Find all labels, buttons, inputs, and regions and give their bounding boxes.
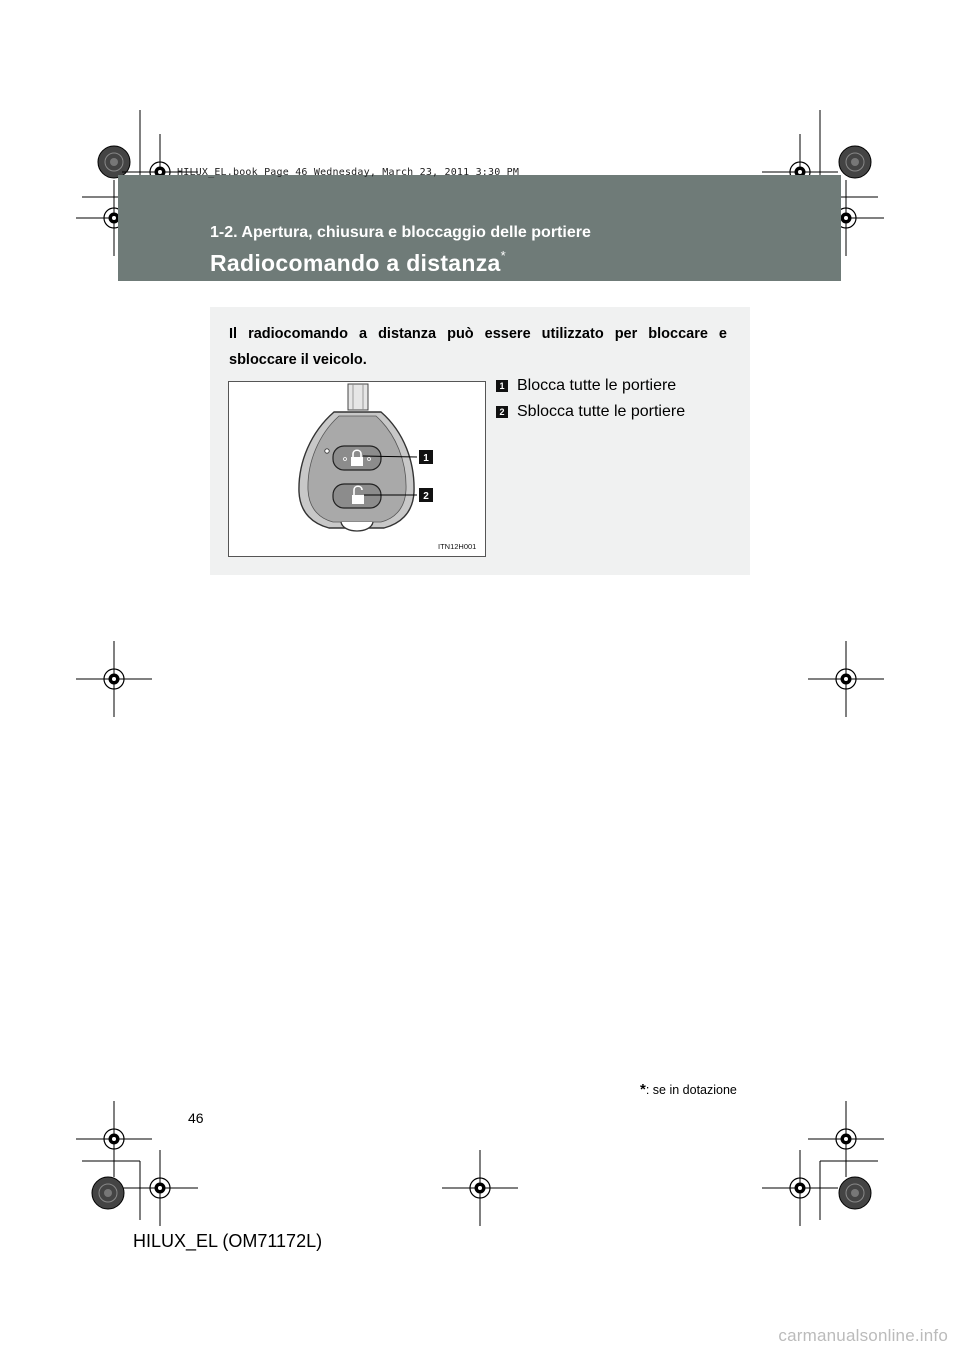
figure-code: ITN12H001 <box>438 542 477 551</box>
document-footer: HILUX_EL (OM71172L) <box>133 1231 323 1251</box>
footnote-asterisk: * <box>640 1081 646 1098</box>
legend-number-2: 2 <box>496 406 508 418</box>
legend-text-1: Blocca tutte le portiere <box>517 377 677 394</box>
title-asterisk: * <box>500 248 506 263</box>
callout-1: 1 <box>423 453 429 464</box>
page-title <box>210 250 506 277</box>
legend-text-2: Sblocca tutte le portiere <box>517 403 686 420</box>
key-figure <box>228 381 486 557</box>
rosette-mark <box>92 1177 124 1209</box>
section-heading: 1-2. Apertura, chiusura e bloccaggio delle portiere <box>210 224 591 241</box>
crosshair-mark <box>442 1150 518 1226</box>
crosshair-mark <box>808 1101 884 1177</box>
rosette-mark <box>839 146 871 178</box>
legend-number-1: 1 <box>496 380 508 392</box>
footnote-text: : se in dotazione <box>645 1083 737 1097</box>
crosshair-mark <box>76 1101 152 1177</box>
title-text: Radiocomando a distanza <box>210 250 501 276</box>
intro-text: Il radiocomando a distanza può essere utilizzato per bloccare e sbloccare il veicolo. <box>229 326 727 368</box>
watermark-text: carmanualsonline.info <box>778 1326 948 1345</box>
legend-item-2 <box>496 403 685 421</box>
legend-item-1 <box>496 377 676 395</box>
footnote <box>640 1081 737 1098</box>
crosshair-mark <box>808 641 884 717</box>
callout-2: 2 <box>423 491 429 502</box>
crosshair-mark <box>76 641 152 717</box>
rosette-mark <box>839 1177 871 1209</box>
remote-key-illustration <box>229 382 485 556</box>
page-number: 46 <box>188 1110 204 1126</box>
book-info-line: HILUX_EL.book Page 46 Wednesday, March 23, 2011 3:30 PM <box>177 167 520 178</box>
rosette-mark <box>98 146 130 178</box>
